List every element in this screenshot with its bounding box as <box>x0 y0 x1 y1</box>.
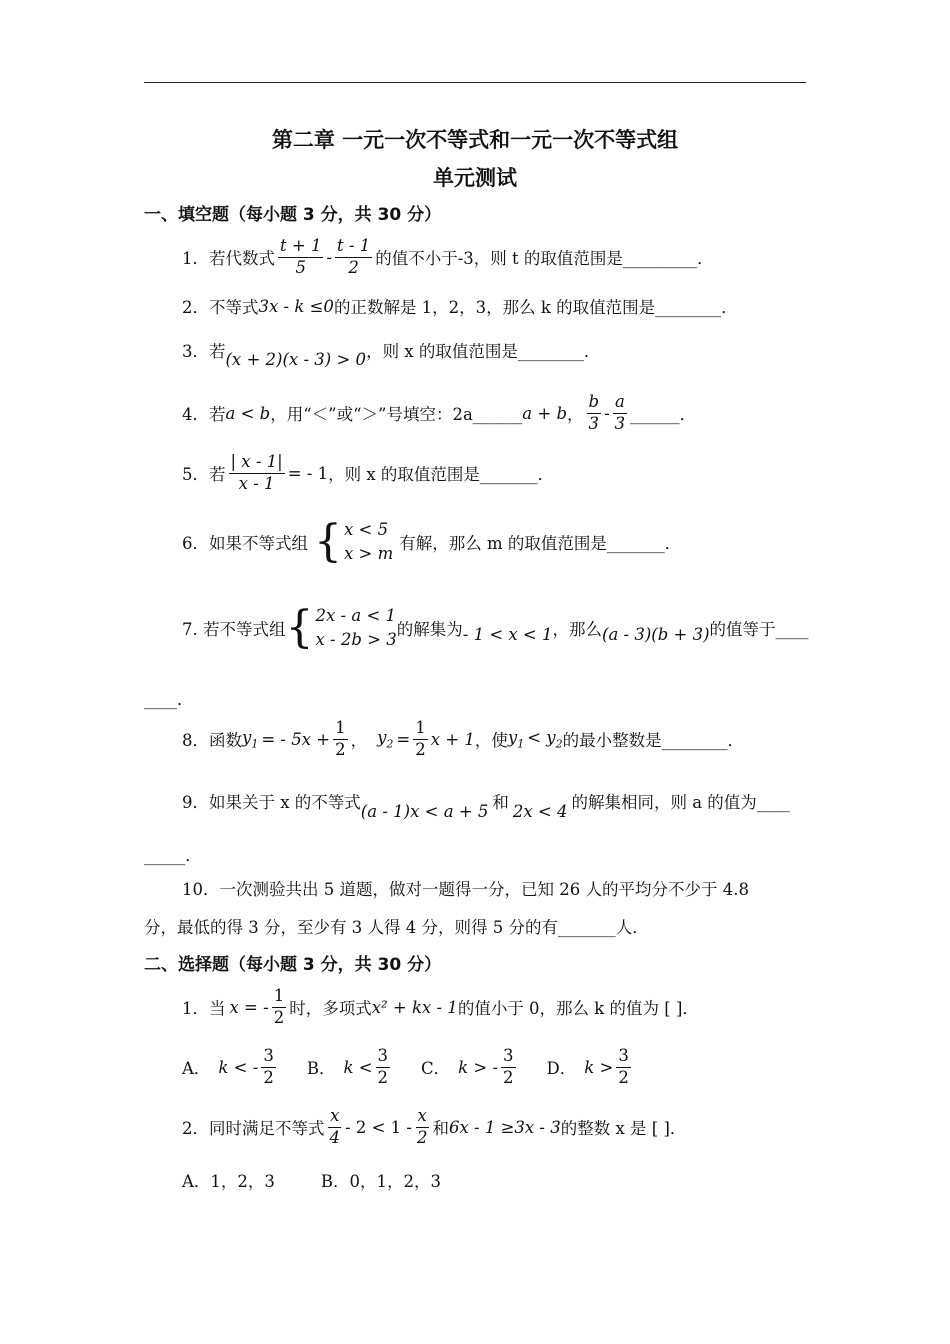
question-1-1: 1．若代数式 $\frac{t + 1}{5}$ - $\frac{t - 1}{2}$ 的值不小于-3，则 t 的取值范围是_________． <box>182 236 714 277</box>
chapter-title: 第二章 一元一次不等式和一元一次不等式组 <box>271 128 679 152</box>
question-1-9-cont: _____． <box>144 846 202 865</box>
option-b: B．0，1，2，3 <box>320 1172 442 1191</box>
section-fill-in-heading: 一、填空题（每小题 3 分，共 30 分） <box>144 205 442 225</box>
question-1-6: 6．如果不等式组 { x < 5 x > m 有解，那么 m 的取值范围是_______． <box>182 515 682 567</box>
option-a: A． k < - $\frac{3}{2}$ <box>182 1046 274 1087</box>
question-1-10-cont: 分，最低的得 3 分，至少有 3 人得 4 分，则得 5 分的有_______人． <box>144 918 649 937</box>
question-1-2: 2．不等式 3x - k ≤0 的正数解是 1，2，3，那么 k 的取值范围是________． <box>182 296 738 317</box>
question-1-5: 5．若 $\frac{| x - 1|}{x - 1}$ = - 1 ，则 x 的取值范围是_______． <box>182 452 555 493</box>
option-c: C． k > - $\frac{3}{2}$ <box>421 1046 514 1087</box>
option-b: B． k < $\frac{3}{2}$ <box>306 1046 389 1087</box>
question-2-1: 1．当 x = - $\frac{1}{2}$ 时，多项式 x² + kx - 1 的值小于 0，那么 k 的值为 [ ]． <box>182 986 699 1027</box>
header-rule <box>144 82 806 83</box>
option-d: D． k > $\frac{3}{2}$ <box>546 1046 629 1087</box>
section-choice-heading: 二、选择题（每小题 3 分，共 30 分） <box>144 955 442 975</box>
question-2-2-options <box>182 1168 441 1192</box>
question-1-8: 8．函数 $y_1$ = - 5x + $\frac{1}{2}$ ， $y_2$ = $\frac{1}{2}$ x + 1 ，使 $y_1$ < $y_2$ 的最小整数是________． <box>182 718 745 759</box>
option-a: A．1，2，3 <box>182 1172 275 1191</box>
question-1-7: 7. 若不等式组 { 2x - a < 1 x - 2b > 3 的解集为 - 1 < x < 1 ，那么 (a - 3)(b + 3) 的值等于____ <box>182 601 809 653</box>
question-1-3: 3．若 (x + 2)(x - 3) > 0 ，则 x 的取值范围是________． <box>182 341 601 369</box>
test-subtitle: 单元测试 <box>433 166 517 190</box>
question-2-1-options <box>182 1046 634 1088</box>
question-2-2: 2．同时满足不等式 $\frac{x}{4}$ - 2 < 1 - $\frac{x}{2}$ 和 6x - 1 ≥3x - 3 的整数 x 是 [ ]． <box>182 1106 687 1147</box>
question-1-10: 10．一次测验共出 5 道题，做对一题得一分，已知 26 人的平均分不少于 4.8 <box>182 880 749 899</box>
question-1-4: 4．若 a < b ，用“＜”或“＞”号填空：2a______ a + b ， $\frac{b}{3}$ - $\frac{a}{3}$ ______． <box>182 392 697 433</box>
question-1-9: 9．如果关于 x 的不等式 (a - 1)x < a + 5 和 2x < 4 的解集相同，则 a 的值为____ <box>182 792 790 821</box>
question-1-7-cont: ____． <box>144 690 194 709</box>
